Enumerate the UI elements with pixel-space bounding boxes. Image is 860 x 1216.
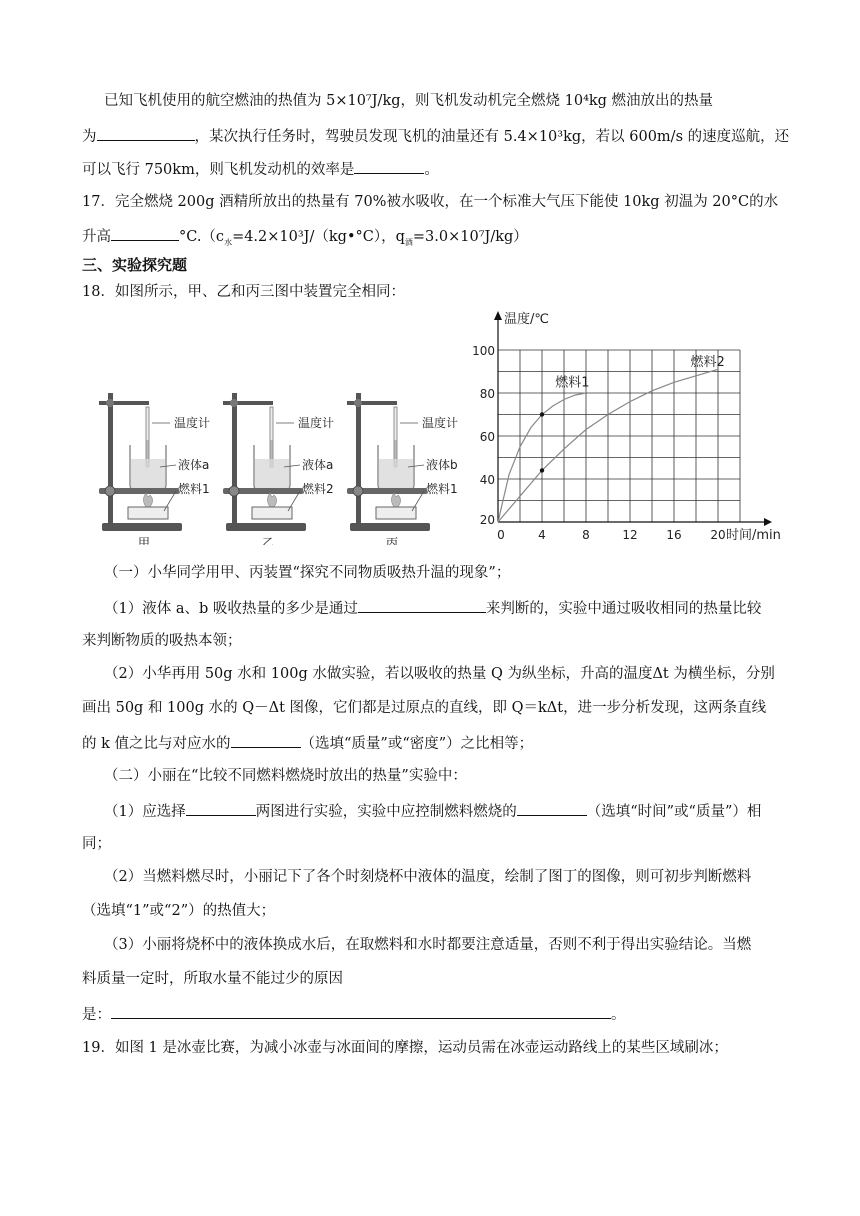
chart-svg bbox=[470, 306, 800, 542]
p1-line1: （1）液体 a、b 吸收热量的多少是通过 来判断的，实验中通过吸收相同的热量比较 bbox=[104, 597, 761, 619]
fuel-label: 燃料1 bbox=[426, 482, 458, 496]
series-point-2 bbox=[540, 468, 544, 472]
answer-blank[interactable] bbox=[358, 597, 486, 613]
p3-line2: 同； bbox=[82, 836, 111, 852]
p4-line2: （选填“1”或“2”）的热值大； bbox=[82, 903, 276, 919]
apparatus-1 bbox=[99, 393, 210, 545]
stand-base bbox=[350, 523, 430, 531]
liquid-label: 液体a bbox=[302, 458, 334, 472]
answer-blank[interactable] bbox=[111, 225, 179, 241]
series-point-1 bbox=[540, 412, 544, 416]
liquid-label: 液体b bbox=[426, 458, 458, 472]
liquid-label: 液体a bbox=[178, 458, 210, 472]
apparatus-2 bbox=[223, 393, 334, 545]
x-tick-label: 16 bbox=[666, 528, 682, 542]
p2-line1: （2）小华再用 50g 水和 100g 水做实验，若以吸收的热量 Q 为纵坐标，升高的温度Δt 为横坐标，分别 bbox=[104, 666, 775, 682]
thermometer-label: 温度计 bbox=[422, 416, 459, 430]
clamp-knob bbox=[230, 399, 238, 407]
clamp-knob bbox=[354, 399, 362, 407]
y-tick-label: 60 bbox=[479, 430, 495, 444]
p1-line2: 来判断物质的吸热本领； bbox=[82, 633, 242, 649]
answer-blank[interactable] bbox=[354, 158, 424, 174]
stand-rod bbox=[232, 393, 237, 529]
x-axis-arrow bbox=[764, 518, 772, 526]
apparatus-3 bbox=[347, 393, 458, 545]
apparatus-figures bbox=[96, 385, 466, 549]
temperature-time-chart bbox=[470, 306, 800, 546]
apparatus-svg bbox=[96, 385, 466, 545]
y-axis-arrow bbox=[494, 311, 502, 320]
q17-line1: 17．完全燃烧 200g 酒精所放出的热量有 70%被水吸收，在一个标准大气压下能使 10kg 初温为 20°C的水 bbox=[82, 194, 779, 210]
stand-rod bbox=[108, 393, 113, 529]
x-tick-label: 4 bbox=[538, 528, 546, 542]
stand-rod bbox=[356, 393, 361, 529]
y-tick-label: 80 bbox=[479, 387, 495, 401]
section-title: 三、实验探究题 bbox=[82, 256, 188, 274]
fuel-label: 燃料2 bbox=[302, 482, 334, 496]
q17-line2: 升高 $^\circ C.(c_水=4.2\times 10^3J/(kg•^\circ C)$，$q_酒=3.0\times 10^7J/kg$） bbox=[82, 225, 528, 247]
x-axis-label: 时间/min bbox=[726, 528, 781, 542]
part2-title: （二）小丽在“比较不同燃料燃烧时放出的热量”实验中： bbox=[104, 768, 467, 784]
ring-knob bbox=[229, 486, 239, 496]
figure-caption: 甲 bbox=[137, 536, 151, 545]
q16-line3: 可以飞行 750km，则飞机发动机的效率是 。 bbox=[82, 158, 439, 180]
x-tick-label: 8 bbox=[582, 528, 590, 542]
p3-line1: （1）应选择 两图进行实验，实验中应控制燃料燃烧的 （选填“时间”或“质量”）相 bbox=[104, 800, 761, 822]
clamp-knob bbox=[106, 399, 114, 407]
stand-base bbox=[226, 523, 306, 531]
p4-line1: （2）当燃料燃尽时，小丽记下了各个时刻烧杯中液体的温度，绘制了图丁的图像，则可初步判断燃料 bbox=[104, 869, 752, 885]
fuel-label: 燃料1 bbox=[178, 482, 210, 496]
x-tick-label: 0 bbox=[497, 528, 505, 542]
part1-title: （一）小华同学用甲、丙装置“探究不同物质吸热升温的现象”； bbox=[104, 565, 511, 581]
answer-blank[interactable] bbox=[111, 1003, 611, 1019]
y-tick-label: 20 bbox=[479, 513, 495, 527]
y-axis-label: 温度/℃ bbox=[504, 312, 549, 327]
x-tick-label: 12 bbox=[622, 528, 638, 542]
p2-line3: 的 k 值之比与对应水的 （选填“质量”或“密度”）之比相等； bbox=[82, 732, 533, 754]
liquid bbox=[131, 459, 165, 488]
q16-line1: 已知飞机使用的航空燃油的热值为 5×10⁷J/kg，则飞机发动机完全燃烧 10⁴kg 燃油放出的热量 bbox=[104, 93, 714, 109]
figure-caption: 乙 bbox=[261, 536, 275, 545]
fuel-container bbox=[252, 507, 292, 519]
thermometer-label: 温度计 bbox=[174, 416, 211, 430]
y-tick-label: 40 bbox=[479, 473, 495, 487]
answer-blank[interactable] bbox=[517, 800, 587, 816]
ring-knob bbox=[105, 486, 115, 496]
figure-caption: 丙 bbox=[385, 536, 399, 545]
y-tick-label: 100 bbox=[472, 344, 495, 358]
p5-line2: 料质量一定时，所取水量不能过少的原因 bbox=[82, 971, 343, 987]
series-label-2: 燃料2 bbox=[690, 355, 725, 371]
series-label-1: 燃料1 bbox=[555, 375, 590, 391]
p2-line2: 画出 50g 和 100g 水的 Q－Δt 图像，它们都是过原点的直线，即 Q＝kΔt，进一步分析发现，这两条直线 bbox=[82, 700, 767, 716]
p5-line1: （3）小丽将烧杯中的液体换成水后，在取燃料和水时都要注意适量，否则不利于得出实验结论。当燃 bbox=[104, 937, 752, 953]
q18-intro: 18．如图所示，甲、乙和丙三图中装置完全相同： bbox=[82, 284, 405, 300]
q19-line1: 19．如图 1 是冰壶比赛，为减小冰壶与冰面间的摩擦，运动员需在冰壶运动路线上的某些区域刷冰； bbox=[82, 1040, 728, 1056]
answer-blank[interactable] bbox=[186, 800, 256, 816]
x-tick-label: 20 bbox=[710, 528, 726, 542]
answer-blank[interactable] bbox=[97, 125, 195, 141]
thermometer-label: 温度计 bbox=[298, 416, 335, 430]
p5-line3: 是： 。 bbox=[82, 1003, 626, 1025]
liquid bbox=[379, 459, 413, 488]
liquid bbox=[255, 459, 289, 488]
q16-line2: 为 ，某次执行任务时，驾驶员发现飞机的油量还有 5.4×10³kg，若以 600m/s 的速度巡航，还 bbox=[82, 125, 789, 147]
stand-base bbox=[102, 523, 182, 531]
fuel-container bbox=[128, 507, 168, 519]
answer-blank[interactable] bbox=[231, 732, 301, 748]
fuel-container bbox=[376, 507, 416, 519]
ring-knob bbox=[353, 486, 363, 496]
